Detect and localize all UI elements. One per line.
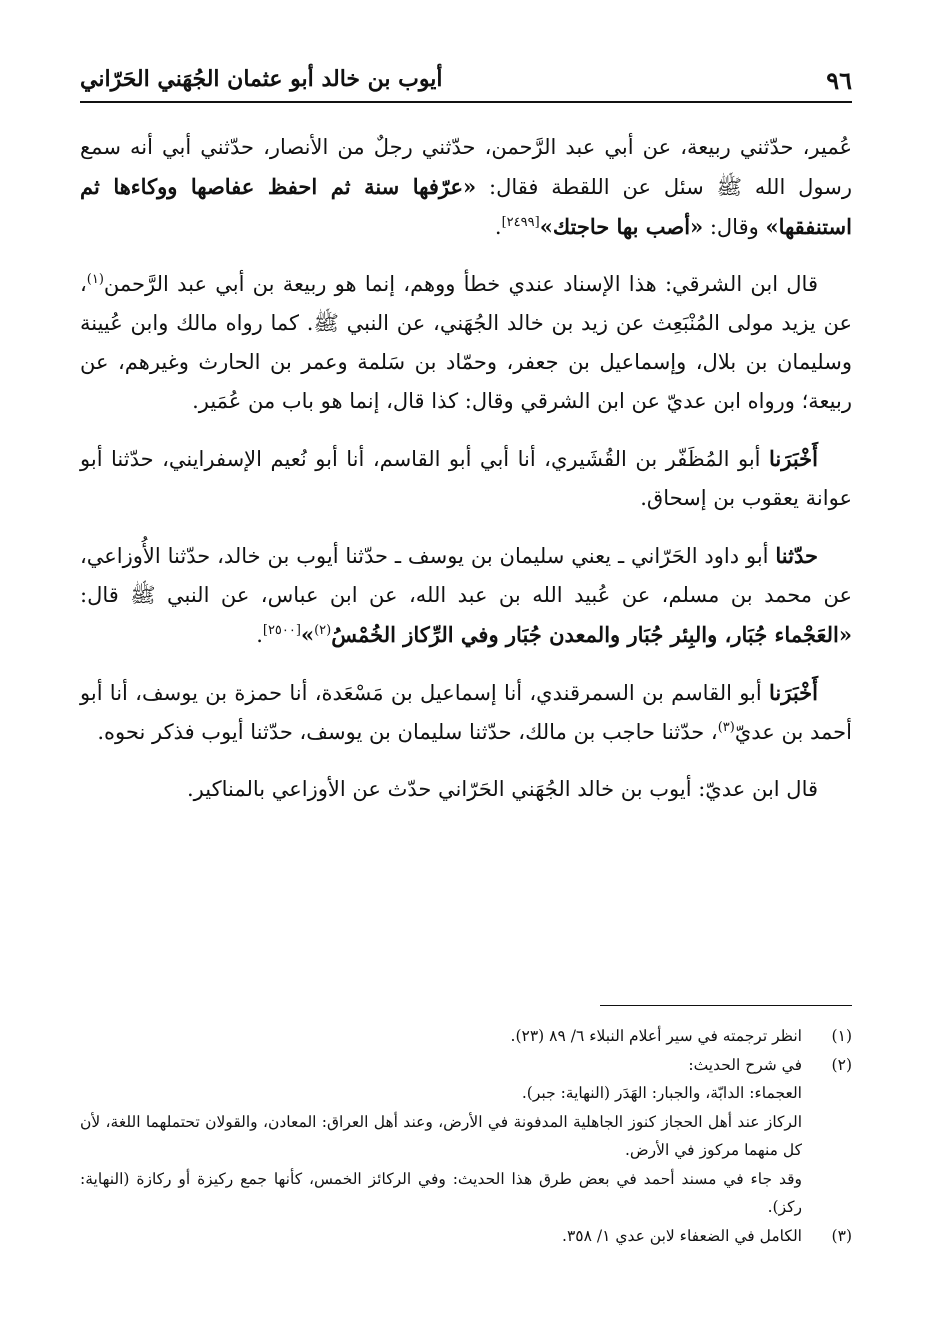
paragraph-2-text-2: ، عن يزيد مولى المُنْبَعِث عن زيد بن خالد الجُهَني، عن النبي ﷺ. كما رواه مالك وابن عُيينة وسليمان بن بلال، وإسماعيل بن جعفر، وحمّاد بن سَلمة وعمر بن الحارث وغيرهم، عن ربيعة؛ ورواه ابن عديّ عن ابن الشرقي وقال: كذا قال، إنما هو باب من عُمَير. <box>80 272 853 413</box>
paragraph-1-end: . <box>494 215 502 239</box>
footnote-ref-3[interactable]: (٣) <box>717 720 735 735</box>
hadith-quote: «عرّفها سنة ثم احفظ عفاصها ووكاءها ثم استنفقها» <box>80 174 852 239</box>
paragraph-2 <box>80 265 852 421</box>
footnote-line: الكامل في الضعفاء لابن عدي ١/ ٣٥٨. <box>562 1226 802 1245</box>
hadith-number-2: [٢٥٠٠] <box>262 623 301 638</box>
running-title: أيوب بن خالد أبو عثمان الجُهَني الحَرّاني <box>80 66 443 92</box>
paragraph-6-text: قال ابن عديّ: أيوب بن خالد الجُهَني الحَرّاني حدّث عن الأوزاعي بالمناكير. <box>186 777 818 801</box>
hadith-quote-2: «أصب بها حاجتك» <box>539 214 704 239</box>
main-text <box>80 128 852 827</box>
footnotes <box>80 1022 852 1250</box>
footnote-number: (٣) <box>831 1226 852 1245</box>
footnote-line: في شرح الحديث: <box>688 1055 802 1074</box>
footnote-ref-1[interactable]: (١) <box>86 272 104 287</box>
header-rule <box>80 101 852 103</box>
page-header <box>80 60 852 100</box>
footnote-2 <box>80 1051 852 1222</box>
paragraph-4-end: . <box>256 623 263 647</box>
paragraph-6 <box>80 770 852 809</box>
paragraph-5 <box>80 673 852 752</box>
hadith-number: [٢٤٩٩] <box>501 215 540 230</box>
footnote-number: (٢) <box>831 1055 852 1074</box>
paragraph-5-text: أبو القاسم بن السمرقندي، أنا إسماعيل بن مَسْعَدة، أنا حمزة بن يوسف، أنا أبو أحمد بن عديّ <box>80 681 852 744</box>
paragraph-3-text: أبو المُظَفّر بن القُشَيري، أنا أبي أبو القاسم، أنا أبو نُعيم الإسفرايني، حدّثنا أبو عوانة يعقوب بن إسحاق. <box>80 447 852 510</box>
isnad-lead-word-3: أَخْبَرَنا <box>769 680 818 705</box>
footnote-number: (١) <box>831 1027 852 1045</box>
paragraph-4-text: أبو داود الحَرّاني ـ يعني سليمان بن يوسف ـ حدّثنا أيوب بن خالد، حدّثنا الأُوزاعي، عن محمد بن مسلم، عن عُبيد الله بن عبد الله، عن ابن عباس، عن النبي ﷺ قال: <box>80 544 852 607</box>
footnote-1 <box>80 1022 852 1051</box>
isnad-lead-word-2: حدّثنا <box>775 543 818 568</box>
paragraph-2-text: قال ابن الشرقي: هذا الإسناد عندي خطأ ووهم، إنما هو ربيعة بن أبي عبد الرَّحمن <box>103 272 818 296</box>
paragraph-1-text: عُمير، حدّثني ربيعة، عن أبي عبد الرَّحمن، حدّثني رجلٌ من الأنصار، حدّثني أبي أنه سمع رسول الله ﷺ سئل عن اللقطة فقال: <box>80 135 853 199</box>
footnote-line: العجماء: الدابّة، والجبار: الهَدَر (النهاية: جبر). <box>521 1084 802 1102</box>
paragraph-5-text-2: ، حدّثنا حاجب بن مالك، حدّثنا سليمان بن يوسف، حدّثنا أيوب فذكر نحوه. <box>97 720 718 744</box>
footnote-line: الركاز عند أهل الحجاز كنوز الجاهلية المدفونة في الأرض، وعند أهل العراق: المعادن، والقولان تحتملهما اللغة، لأن كل منهما مركوز في الأرض. <box>80 1112 802 1159</box>
hadith-quote-3: «العَجْماء جُبَار، والبِئر جُبَار والمعدن جُبَار وفي الرِّكاز الخُمْسُ <box>331 622 852 647</box>
footnote-ref-2[interactable]: (٢) <box>314 623 332 638</box>
paragraph-3 <box>80 439 852 518</box>
isnad-lead-word: أَخْبَرَنا <box>769 446 818 471</box>
footnote-rule <box>600 1005 852 1006</box>
paragraph-1 <box>80 128 852 247</box>
page-number: ٩٦ <box>826 66 852 95</box>
footnote-3 <box>80 1222 852 1251</box>
paragraph-1-text-2: وقال: <box>703 215 766 239</box>
footnote-line: انظر ترجمته في سير أعلام النبلاء ٦/ ٨٩ (٢٣). <box>510 1027 802 1045</box>
hadith-quote-3-end: » <box>300 622 315 647</box>
paragraph-4 <box>80 536 852 655</box>
footnote-line: وقد جاء في مسند أحمد في بعض طرق هذا الحديث: وفي الركائز الخمس، كأنها جمع ركيزة أو ركازة (النهاية: ركز). <box>80 1169 802 1216</box>
